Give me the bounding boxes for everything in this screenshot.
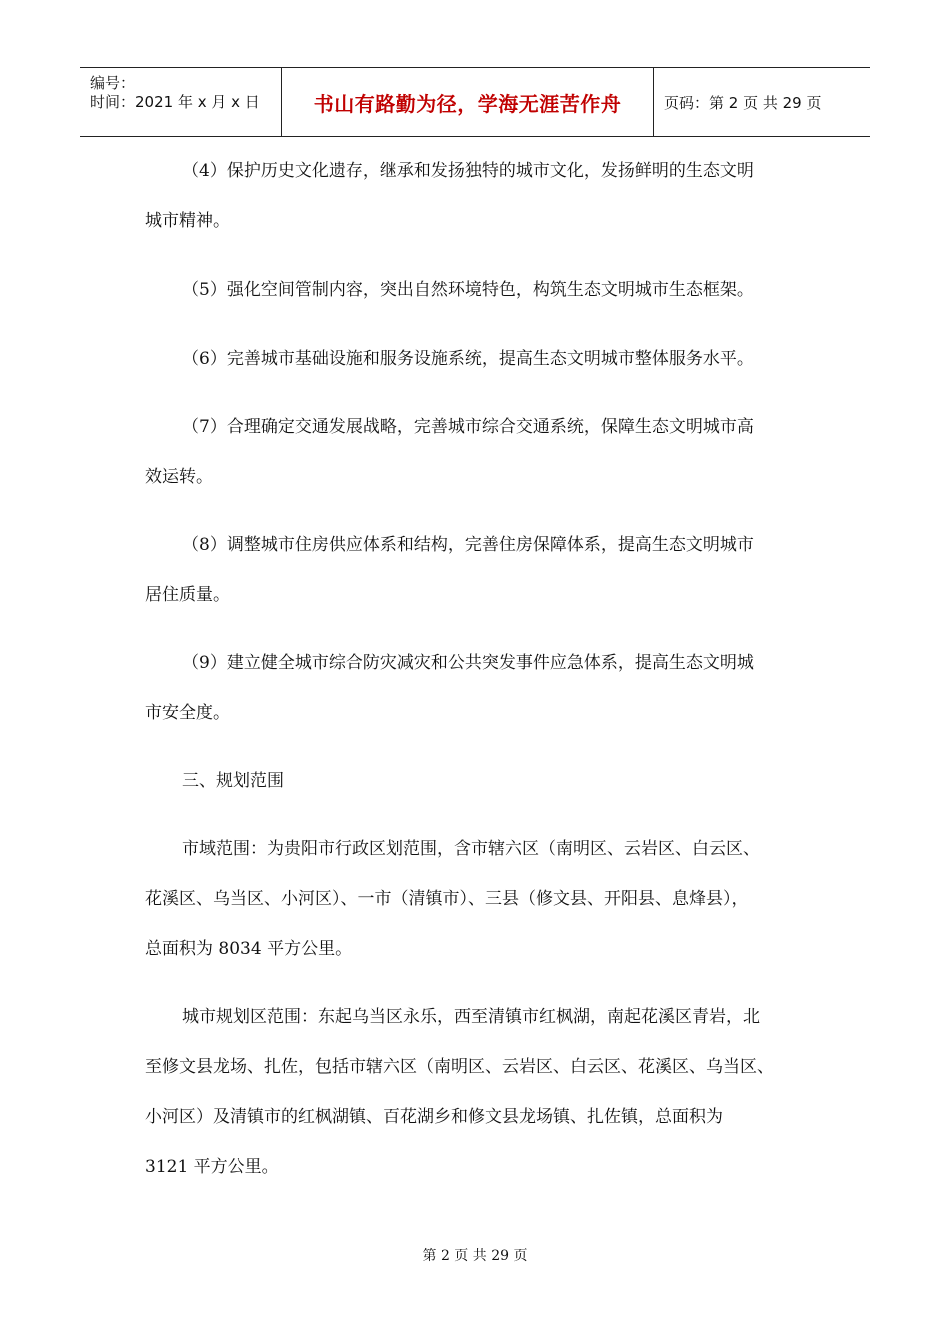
paragraph-line: （8）调整城市住房供应体系和结构，完善住房保障体系，提高生态文明城市 <box>182 535 754 555</box>
paragraph-line: （5）强化空间管制内容，突出自然环境特色，构筑生态文明城市生态框架。 <box>182 280 754 300</box>
paragraph-line: 居住质量。 <box>145 585 230 605</box>
paragraph-line: 至修文县龙场、扎佐，包括市辖六区（南明区、云岩区、白云区、花溪区、乌当区、 <box>145 1057 774 1077</box>
document-number-label: 编号： <box>90 74 136 92</box>
paragraph-line: （4）保护历史文化遗存，继承和发扬独特的城市文化，发扬鲜明的生态文明 <box>182 161 754 181</box>
paragraph-line: 花溪区、乌当区、小河区）、一市（清镇市）、三县（修文县、开阳县、息烽县）， <box>145 889 749 909</box>
paragraph-line: 3121 平方公里。 <box>145 1157 279 1177</box>
page-footer: 第 2 页 共 29 页 <box>422 1248 528 1264</box>
paragraph-line: （9）建立健全城市综合防灾减灾和公共突发事件应急体系，提高生态文明城 <box>182 653 754 673</box>
header-page-cell <box>654 68 870 136</box>
paragraph-line: （7）合理确定交通发展战略，完善城市综合交通系统，保障生态文明城市高 <box>182 417 754 437</box>
document-date-label: 时间：2021 年 x 月 x 日 <box>90 93 260 111</box>
paragraph-line: 城市精神。 <box>145 211 230 231</box>
paragraph-line: （6）完善城市基础设施和服务设施系统，提高生态文明城市整体服务水平。 <box>182 349 754 369</box>
paragraph-line: 总面积为 8034 平方公里。 <box>145 939 353 959</box>
paragraph-line: 市安全度。 <box>145 703 230 723</box>
paragraph-line: 城市规划区范围：东起乌当区永乐，西至清镇市红枫湖，南起花溪区青岩，北 <box>182 1007 760 1027</box>
section-heading: 三、规划范围 <box>182 771 284 791</box>
header-motto-cell <box>282 68 654 136</box>
paragraph-line: 市域范围：为贵阳市行政区划范围，含市辖六区（南明区、云岩区、白云区、 <box>182 839 760 859</box>
document-header <box>80 67 870 137</box>
header-page-info: 页码：第 2 页 共 29 页 <box>664 93 822 112</box>
header-meta-cell <box>80 68 282 136</box>
header-motto: 书山有路勤为径，学海无涯苦作舟 <box>313 91 622 116</box>
paragraph-line: 效运转。 <box>145 467 213 487</box>
paragraph-line: 小河区）及清镇市的红枫湖镇、百花湖乡和修文县龙场镇、扎佐镇，总面积为 <box>145 1107 723 1127</box>
